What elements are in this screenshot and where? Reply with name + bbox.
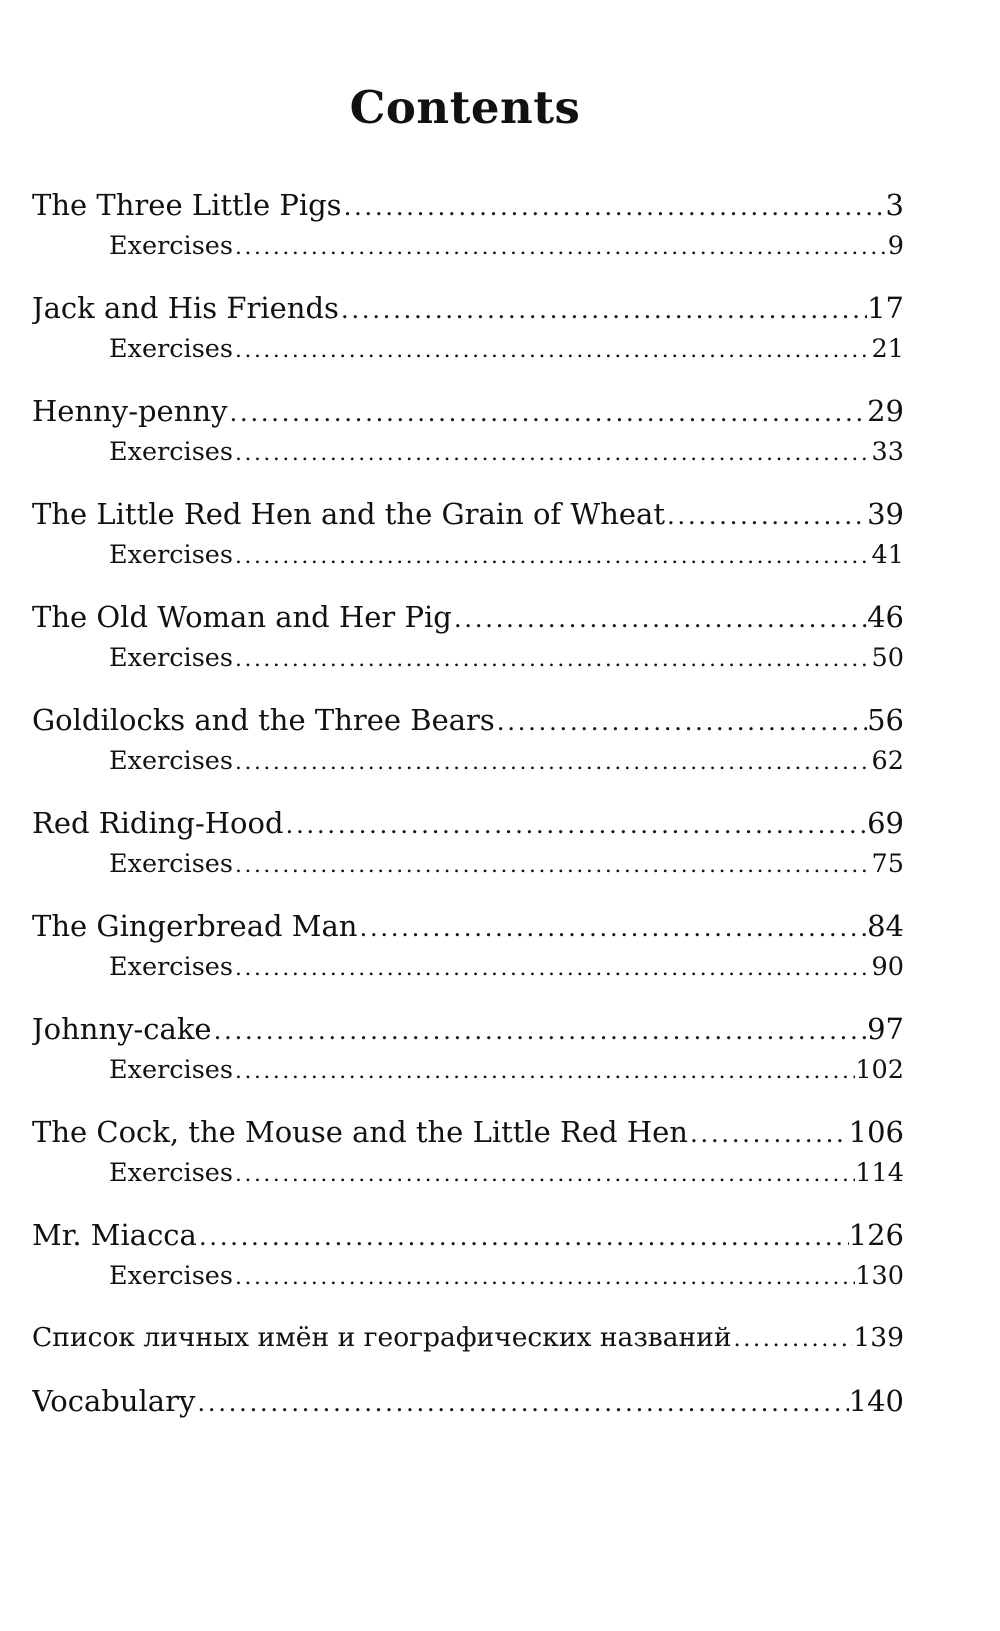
toc-group — [32, 287, 904, 369]
toc-subentry[interactable] — [32, 535, 904, 575]
leader-dots — [339, 289, 867, 329]
toc-subentry[interactable] — [32, 1050, 904, 1090]
toc-entry-page: 3 — [885, 188, 904, 222]
toc-entry[interactable] — [32, 1008, 904, 1050]
toc-subentry[interactable] — [32, 741, 904, 781]
leader-dots — [233, 331, 872, 369]
leader-dots — [233, 537, 872, 575]
toc-entry-page: 69 — [867, 806, 904, 840]
toc-group — [32, 184, 904, 266]
leader-dots — [227, 392, 867, 432]
page-title: Contents — [349, 81, 581, 134]
toc-entry[interactable] — [32, 493, 904, 535]
leader-dots — [731, 1318, 853, 1359]
toc-subentry-page: 62 — [871, 746, 904, 776]
toc-entry-title: Henny-penny — [32, 394, 228, 428]
toc-entry-page: 126 — [848, 1218, 904, 1252]
toc-subentry-page: 130 — [855, 1261, 904, 1291]
toc-entry-title: The Gingerbread Man — [32, 909, 358, 943]
toc-entry-title: The Three Little Pigs — [32, 188, 342, 222]
leader-dots — [233, 846, 872, 884]
leader-dots — [357, 907, 867, 947]
toc-group — [32, 699, 904, 781]
toc-subentry-title: Exercises — [109, 437, 233, 467]
leader-dots — [212, 1010, 868, 1050]
toc-entry-title: Mr. Miacca — [32, 1218, 197, 1252]
toc-entry[interactable] — [32, 1111, 904, 1153]
leader-dots — [233, 228, 888, 266]
toc-subentry-title: Exercises — [109, 952, 233, 982]
toc-entry-title: Список личных имён и географических названий — [32, 1322, 732, 1353]
leader-dots — [342, 186, 886, 226]
toc-group — [32, 802, 904, 884]
toc-group — [32, 1317, 904, 1359]
toc-entry-title: Jack and His Friends — [32, 291, 339, 325]
toc-subentry-title: Exercises — [109, 231, 233, 261]
toc-entry-page: 39 — [867, 497, 904, 531]
toc-subentry-page: 50 — [871, 643, 904, 673]
table-of-contents — [32, 184, 904, 1443]
toc-subentry[interactable] — [32, 432, 904, 472]
leader-dots — [495, 701, 867, 741]
toc-entry[interactable] — [32, 1214, 904, 1256]
toc-entry-title: The Old Woman and Her Pig — [32, 600, 452, 634]
toc-subentry-page: 41 — [871, 540, 904, 570]
toc-entry[interactable] — [32, 1380, 904, 1422]
toc-subentry[interactable] — [32, 844, 904, 884]
toc-group — [32, 390, 904, 472]
toc-entry-page: 29 — [867, 394, 904, 428]
toc-entry[interactable] — [32, 390, 904, 432]
toc-subentry-page: 102 — [855, 1055, 904, 1085]
toc-subentry-page: 114 — [855, 1158, 904, 1188]
toc-entry-title: Red Riding-Hood — [32, 806, 284, 840]
toc-subentry-title: Exercises — [109, 334, 233, 364]
leader-dots — [284, 804, 868, 844]
leader-dots — [233, 434, 872, 472]
toc-group — [32, 905, 904, 987]
toc-entry-title: Vocabulary — [32, 1384, 196, 1418]
toc-entry-page: 17 — [867, 291, 904, 325]
toc-group — [32, 1380, 904, 1422]
toc-subentry-page: 90 — [871, 952, 904, 982]
toc-group — [32, 596, 904, 678]
toc-subentry-page: 33 — [871, 437, 904, 467]
toc-subentry[interactable] — [32, 1256, 904, 1296]
toc-entry[interactable] — [32, 802, 904, 844]
toc-entry[interactable] — [32, 596, 904, 638]
toc-entry-page: 106 — [848, 1115, 904, 1149]
toc-subentry[interactable] — [32, 1153, 904, 1193]
toc-subentry[interactable] — [32, 638, 904, 678]
toc-subentry-page: 21 — [871, 334, 904, 364]
toc-entry-page: 46 — [867, 600, 904, 634]
toc-entry-page: 139 — [853, 1322, 904, 1353]
toc-subentry[interactable] — [32, 329, 904, 369]
leader-dots — [665, 495, 867, 535]
leader-dots — [233, 1155, 855, 1193]
toc-subentry[interactable] — [32, 947, 904, 987]
toc-entry[interactable] — [32, 287, 904, 329]
toc-group — [32, 1111, 904, 1193]
leader-dots — [197, 1216, 849, 1256]
leader-dots — [233, 640, 872, 678]
toc-subentry-title: Exercises — [109, 1158, 233, 1188]
toc-entry[interactable] — [32, 184, 904, 226]
leader-dots — [233, 949, 872, 987]
toc-entry-page: 140 — [848, 1384, 904, 1418]
toc-subentry-page: 9 — [887, 231, 904, 261]
toc-subentry[interactable] — [32, 226, 904, 266]
leader-dots — [233, 1258, 855, 1296]
toc-subentry-title: Exercises — [109, 746, 233, 776]
toc-subentry-title: Exercises — [109, 1055, 233, 1085]
leader-dots — [195, 1382, 848, 1422]
toc-entry-title: Johnny-cake — [32, 1012, 212, 1046]
toc-entry-page: 56 — [867, 703, 904, 737]
toc-subentry-title: Exercises — [109, 849, 233, 879]
toc-entry-page: 84 — [867, 909, 904, 943]
toc-subentry-title: Exercises — [109, 643, 233, 673]
toc-entry[interactable] — [32, 1317, 904, 1359]
toc-group — [32, 493, 904, 575]
toc-entry-title: The Little Red Hen and the Grain of Wheat — [32, 497, 665, 531]
toc-entry[interactable] — [32, 699, 904, 741]
leader-dots — [452, 598, 867, 638]
toc-entry-title: The Cock, the Mouse and the Little Red Hen — [32, 1115, 688, 1149]
toc-subentry-title: Exercises — [109, 1261, 233, 1291]
toc-entry-page: 97 — [867, 1012, 904, 1046]
leader-dots — [688, 1113, 849, 1153]
toc-entry[interactable] — [32, 905, 904, 947]
leader-dots — [233, 1052, 855, 1090]
toc-subentry-page: 75 — [871, 849, 904, 879]
toc-group — [32, 1214, 904, 1296]
toc-subentry-title: Exercises — [109, 540, 233, 570]
toc-group — [32, 1008, 904, 1090]
toc-entry-title: Goldilocks and the Three Bears — [32, 703, 495, 737]
leader-dots — [233, 743, 872, 781]
